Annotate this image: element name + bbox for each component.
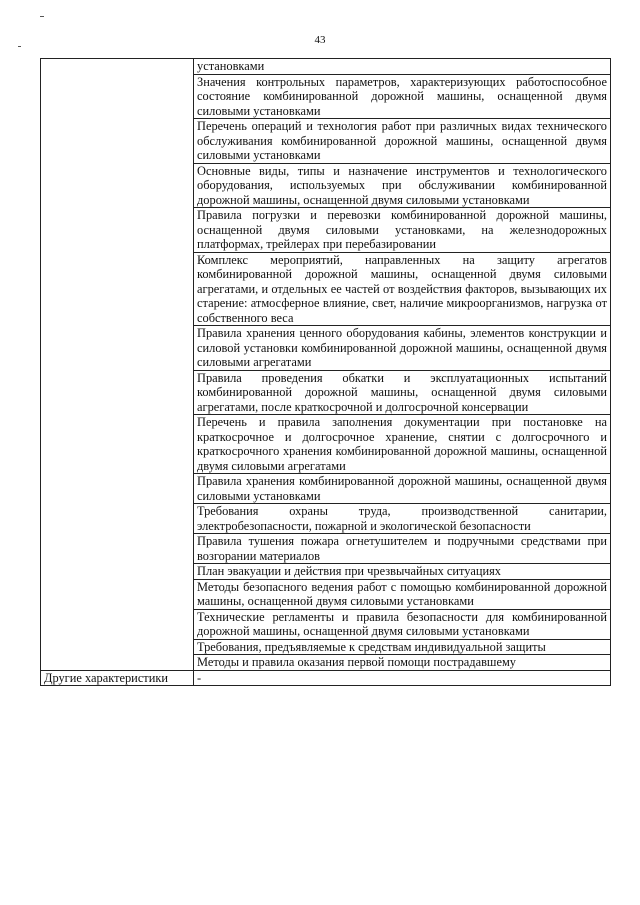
knowledge-item: установками (194, 59, 611, 75)
knowledge-item: Перечень и правила заполнения документации при постановке на краткосрочное и долгосрочное хранение, снятии с долгосрочного и краткосрочного хранения комбинированной дорожной машины, оснащенной двумя силовыми агрегатами (194, 415, 611, 474)
table-row (41, 59, 611, 75)
knowledge-item: Правила хранения ценного оборудования кабины, элементов конструкции и силовой установки комбинированной дорожной машины, оснащенной двумя силовыми агрегатами (194, 326, 611, 371)
requirements-table (40, 58, 611, 686)
knowledge-item: Основные виды, типы и назначение инструментов и технологического оборудования, используемых при обслуживании комбинированной дорожной машины, оснащенной двумя силовыми установками (194, 163, 611, 208)
scan-speck (40, 16, 44, 17)
scan-speck (18, 46, 21, 47)
knowledge-label-cell (41, 59, 194, 671)
knowledge-item: Правила проведения обкатки и эксплуатационных испытаний комбинированной дорожной машины, оснащенной двумя силовыми агрегатами, после краткосрочной и долгосрочной консервации (194, 370, 611, 415)
knowledge-item: Технические регламенты и правила безопасности для комбинированной дорожной машины, оснащенной двумя силовыми установками (194, 609, 611, 639)
knowledge-item: Перечень операций и технология работ при различных видах технического обслуживания комбинированной дорожной машины, оснащенной двумя силовыми установками (194, 119, 611, 164)
other-characteristics-label: Другие характеристики (41, 670, 194, 686)
page-number: 43 (314, 34, 326, 46)
knowledge-item: План эвакуации и действия при чрезвычайных ситуациях (194, 564, 611, 580)
other-characteristics-value: - (194, 670, 611, 686)
knowledge-item: Требования охраны труда, производственной санитарии, электробезопасности, пожарной и экологической безопасности (194, 504, 611, 534)
knowledge-item: Правила погрузки и перевозки комбинированной дорожной машины, оснащенной двумя силовыми установками, на железнодорожных платформах, трейлерах при перебазировании (194, 208, 611, 253)
knowledge-item: Правила тушения пожара огнетушителем и подручными средствами при возгорании материалов (194, 534, 611, 564)
knowledge-item: Значения контрольных параметров, характеризующих работоспособное состояние комбинированной дорожной машины, оснащенной двумя силовыми установками (194, 74, 611, 119)
knowledge-item: Методы безопасного ведения работ с помощью комбинированной дорожной машины, оснащенной двумя силовыми установками (194, 579, 611, 609)
knowledge-item: Правила хранения комбинированной дорожной машины, оснащенной двумя силовыми установками (194, 474, 611, 504)
knowledge-item: Комплекс мероприятий, направленных на защиту агрегатов комбинированной дорожной машины, оснащенной двумя силовыми агрегатами, и отдельных ее частей от воздействия факторов, вызывающих их старение: атмосферное влияние, свет, наличие микроорганизмов, нагрузка от собственного веса (194, 252, 611, 326)
knowledge-item: Требования, предъявляемые к средствам индивидуальной защиты (194, 639, 611, 655)
table-row-other-characteristics (41, 670, 611, 686)
knowledge-item: Методы и правила оказания первой помощи пострадавшему (194, 655, 611, 671)
